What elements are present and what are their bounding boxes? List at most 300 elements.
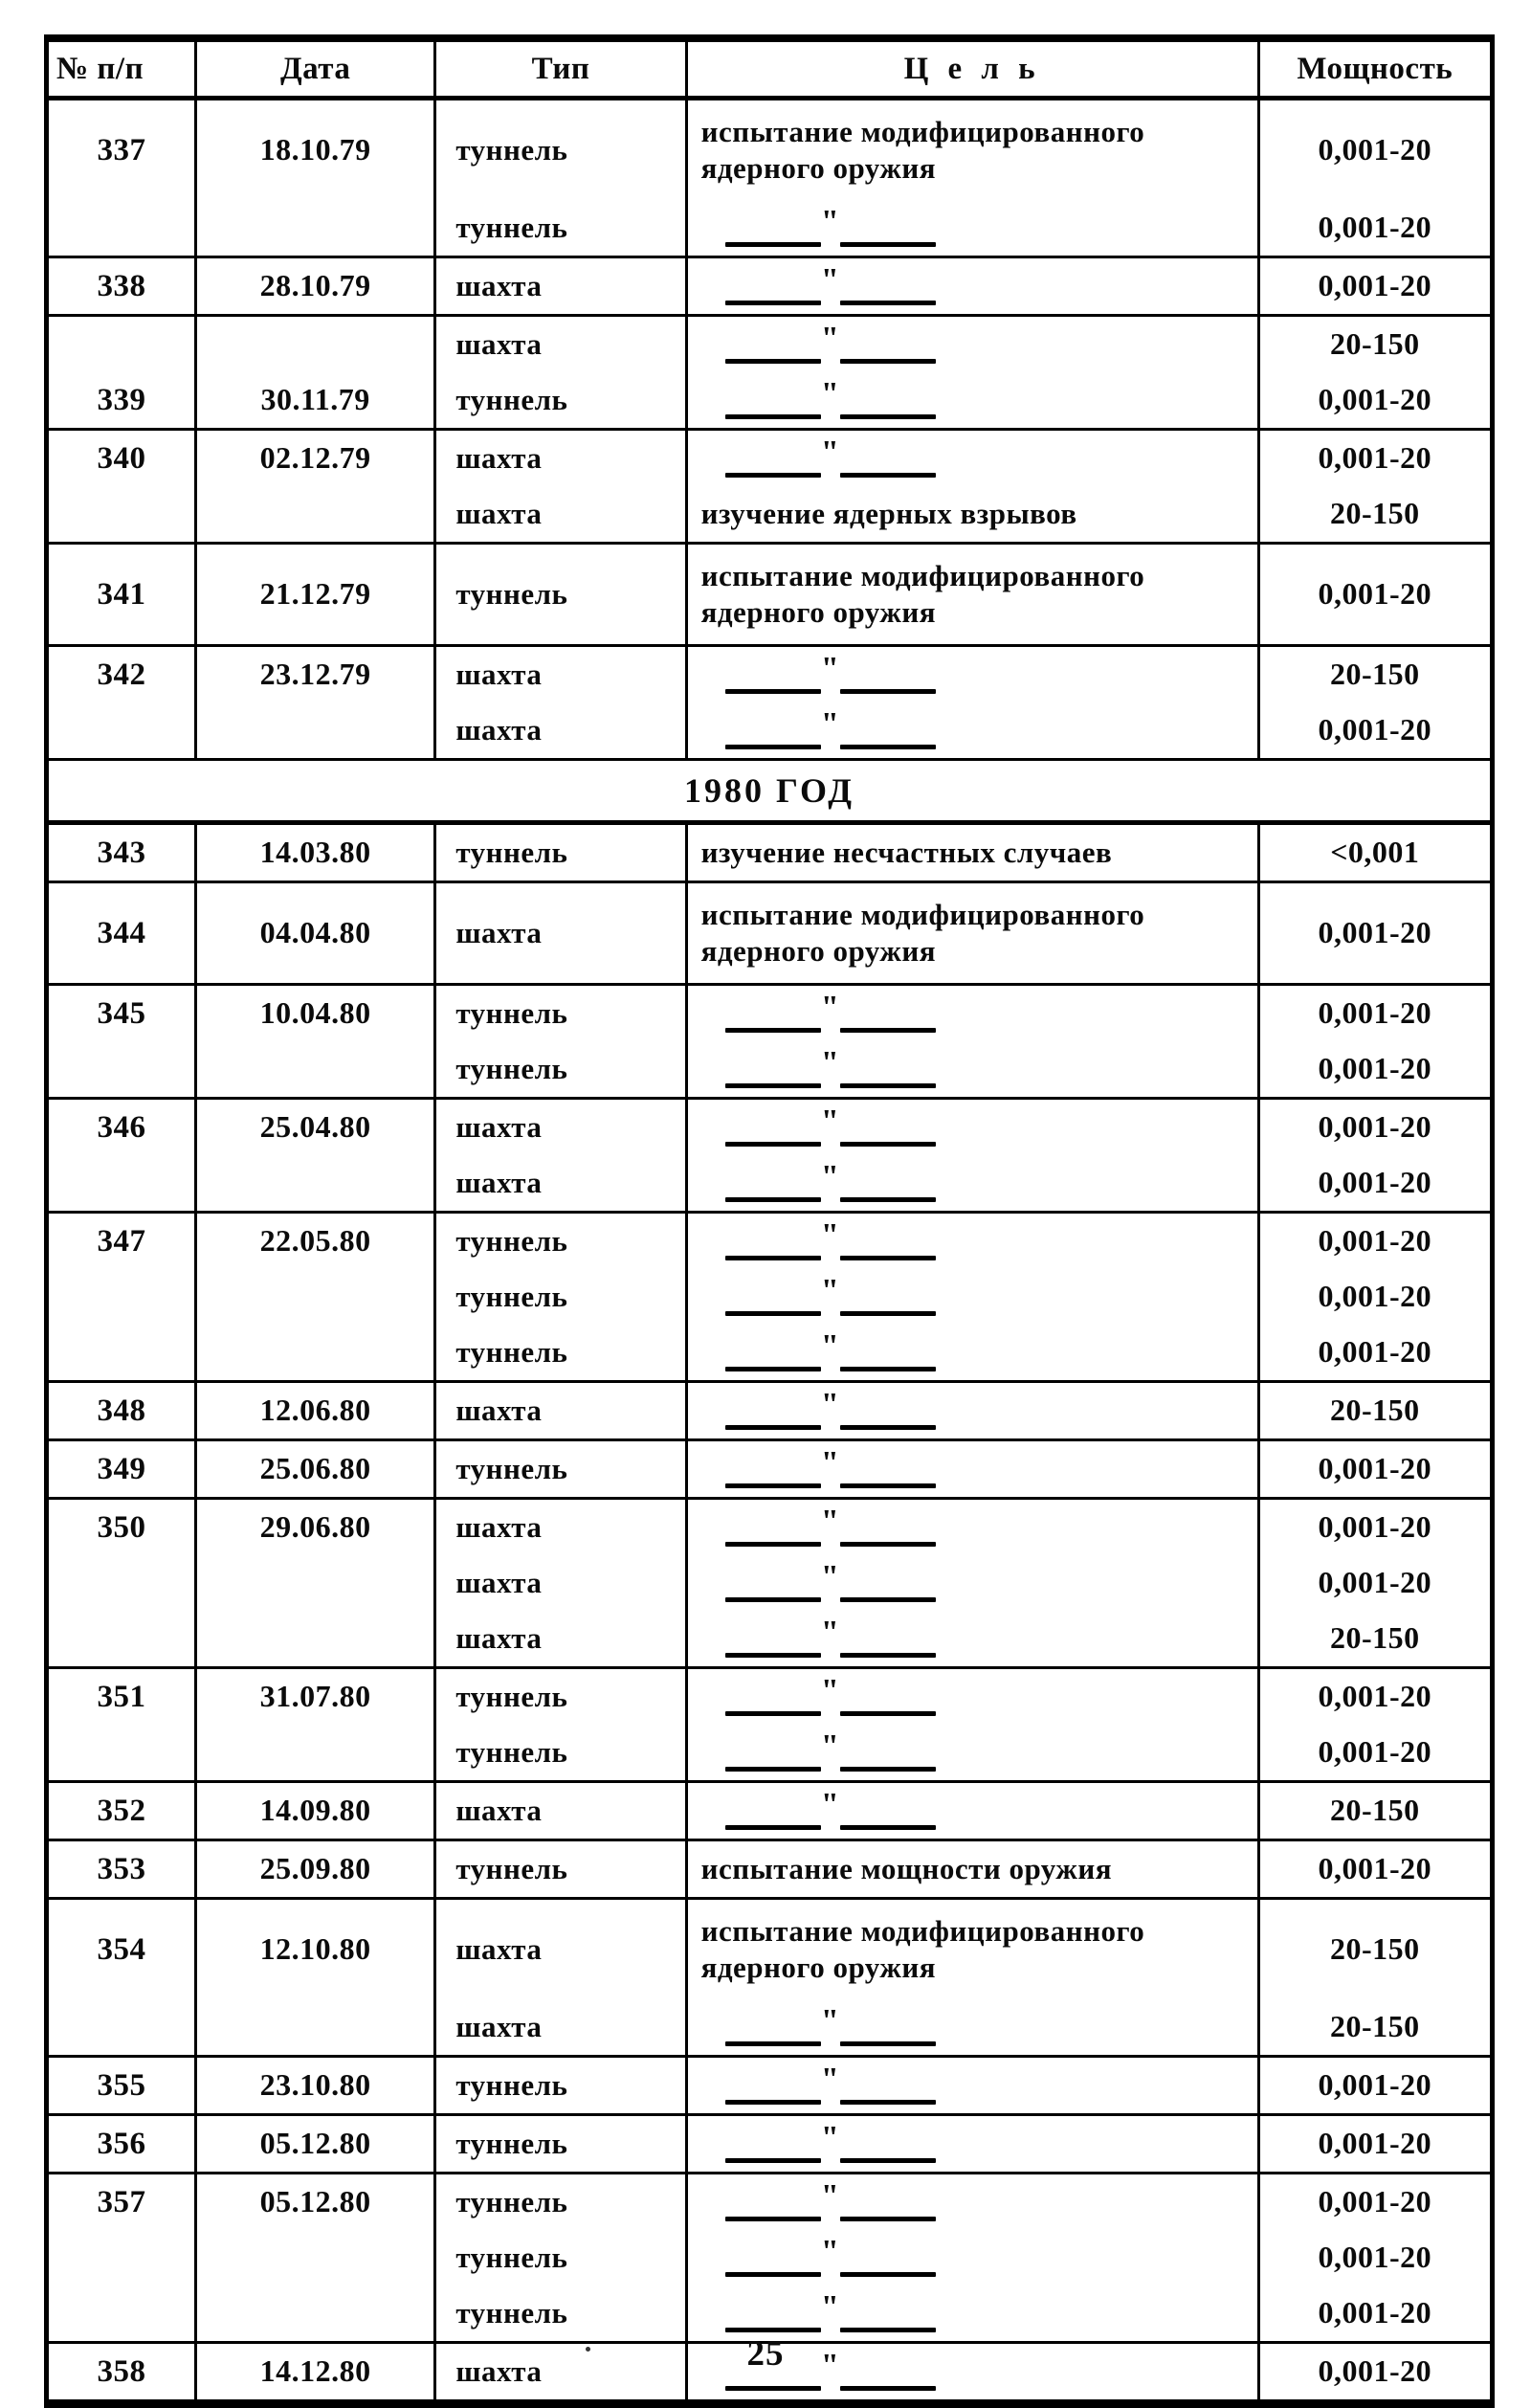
ditto-mark <box>721 375 941 419</box>
ditto-underline <box>721 2158 941 2163</box>
column-type <box>436 431 687 542</box>
ditto-quote-glyph: " <box>820 2288 840 2325</box>
cell-date <box>197 317 433 372</box>
cell-num: 340 <box>97 440 146 476</box>
ditto-mark <box>721 1158 941 1202</box>
column-date <box>197 258 436 314</box>
type-value: туннель <box>455 1680 568 1714</box>
cell-date: 05.12.80 <box>259 2126 371 2161</box>
cell-date: 18.10.79 <box>259 132 371 167</box>
cell-date: 14.03.80 <box>259 835 371 870</box>
column-type <box>436 258 687 314</box>
cell-num: 349 <box>97 1451 146 1486</box>
cell-yield <box>1260 1841 1490 1897</box>
cell-type <box>436 486 684 542</box>
type-value: шахта <box>455 1394 543 1428</box>
year-section-header <box>49 761 1490 825</box>
table-row-group <box>49 2116 1490 2174</box>
column-num <box>49 2116 197 2172</box>
yield-value: 0,001-20 <box>1318 712 1432 747</box>
type-value: туннель <box>455 1335 568 1370</box>
cell-yield <box>1260 317 1490 372</box>
cell-goal <box>688 1441 1257 1497</box>
type-value: туннель <box>455 2185 568 2219</box>
column-yield <box>1260 883 1490 983</box>
column-yield <box>1260 545 1490 644</box>
cell-goal <box>688 1725 1257 1780</box>
cell-goal <box>688 1269 1257 1325</box>
ditto-underline <box>721 1483 941 1488</box>
goal-text: изучение ядерных взрывов <box>700 497 1077 531</box>
yield-value: 20-150 <box>1329 1793 1420 1828</box>
ditto-underline <box>721 745 941 749</box>
ditto-quote-glyph: " <box>820 1786 840 1822</box>
column-date <box>197 1214 436 1380</box>
cell-yield <box>1260 1100 1490 1155</box>
yield-value: 0,001-20 <box>1318 2184 1432 2219</box>
type-value: туннель <box>455 996 568 1031</box>
ditto-underline <box>721 1083 941 1088</box>
cell-yield <box>1260 825 1490 881</box>
ditto-quote-glyph: " <box>820 1158 840 1194</box>
column-goal <box>688 1500 1260 1666</box>
type-value: туннель <box>455 383 568 417</box>
cell-yield <box>1260 2058 1490 2113</box>
cell-num: 358 <box>97 2353 146 2389</box>
column-goal <box>688 1900 1260 2055</box>
column-yield <box>1260 647 1490 758</box>
ditto-quote-glyph: " <box>820 2233 840 2269</box>
yield-value: 0,001-20 <box>1318 2067 1432 2103</box>
column-date <box>197 1900 436 2055</box>
column-type <box>436 2174 687 2341</box>
ditto-underline <box>721 2328 941 2332</box>
cell-date: 22.05.80 <box>259 1223 371 1259</box>
cell-date: 12.10.80 <box>259 1931 371 1967</box>
goal-text: изучение несчастных случаев <box>700 836 1113 870</box>
column-yield <box>1260 986 1490 1097</box>
column-yield <box>1260 1669 1490 1780</box>
cell-num: 344 <box>97 915 146 950</box>
column-type <box>436 1100 687 1211</box>
column-type <box>436 1214 687 1380</box>
column-num <box>49 2058 197 2113</box>
cell-type <box>436 1611 684 1666</box>
cell-num <box>49 486 194 542</box>
ditto-quote-glyph: " <box>820 1614 840 1650</box>
cell-yield <box>1260 1383 1490 1438</box>
cell-goal <box>688 986 1257 1041</box>
header-num: № п/п <box>49 42 197 96</box>
cell-yield <box>1260 431 1490 486</box>
yield-value: 0,001-20 <box>1318 1165 1432 1200</box>
cell-num <box>49 1325 194 1380</box>
cell-goal <box>688 486 1257 542</box>
column-num <box>49 1500 197 1666</box>
cell-date: 21.12.79 <box>259 576 371 612</box>
cell-date: 02.12.79 <box>259 440 371 476</box>
cell-yield <box>1260 2230 1490 2285</box>
cell-type <box>436 1383 684 1438</box>
header-yield: Мощность <box>1297 51 1453 86</box>
yield-value: 20-150 <box>1329 496 1420 531</box>
column-num <box>49 317 197 428</box>
cell-yield <box>1260 2116 1490 2172</box>
cell-goal <box>688 1555 1257 1611</box>
type-value: шахта <box>455 1566 543 1600</box>
cell-num: 338 <box>97 268 146 303</box>
ditto-quote-glyph: " <box>820 1103 840 1139</box>
type-value: туннель <box>455 2068 568 2103</box>
ditto-quote-glyph: " <box>820 1044 840 1081</box>
type-value: туннель <box>455 1052 568 1086</box>
cell-date: 30.11.79 <box>260 382 370 417</box>
cell-goal <box>688 1783 1257 1839</box>
cell-yield <box>1260 1725 1490 1780</box>
cell-goal <box>688 1841 1257 1897</box>
cell-yield <box>1260 545 1490 644</box>
cell-num <box>49 702 194 758</box>
column-date <box>197 883 436 983</box>
cell-goal <box>688 1325 1257 1380</box>
cell-goal <box>688 1155 1257 1211</box>
ditto-quote-glyph: " <box>820 261 840 298</box>
ditto-quote-glyph: " <box>820 1672 840 1708</box>
yield-value: 20-150 <box>1329 2009 1420 2044</box>
ditto-underline <box>721 1711 941 1716</box>
cell-goal <box>688 1041 1257 1097</box>
ditto-underline <box>721 414 941 419</box>
ditto-underline <box>721 2386 941 2391</box>
cell-date <box>197 1325 433 1380</box>
cell-yield <box>1260 702 1490 758</box>
ditto-quote-glyph: " <box>820 1444 840 1481</box>
table-row-group <box>49 2058 1490 2116</box>
cell-goal <box>688 702 1257 758</box>
ditto-underline <box>721 1825 941 1830</box>
cell-goal <box>688 100 1257 200</box>
column-goal <box>688 883 1260 983</box>
column-type <box>436 2058 687 2113</box>
ditto-mark <box>721 2119 941 2163</box>
cell-num: 346 <box>97 1109 146 1145</box>
yield-value: 0,001-20 <box>1318 132 1432 167</box>
cell-yield <box>1260 1041 1490 1097</box>
ditto-quote-glyph: " <box>820 1503 840 1539</box>
type-value: шахта <box>455 1166 543 1200</box>
year-label: 1980 ГОД <box>684 771 854 810</box>
cell-type <box>436 2230 684 2285</box>
cell-type <box>436 1725 684 1780</box>
cell-goal <box>688 2116 1257 2172</box>
column-type <box>436 825 687 881</box>
column-type <box>436 986 687 1097</box>
cell-date <box>197 1155 433 1211</box>
column-num <box>49 1900 197 2055</box>
cell-date <box>197 1611 433 1666</box>
cell-date: 14.12.80 <box>259 2353 371 2389</box>
cell-type <box>436 1441 684 1497</box>
yield-value: 0,001-20 <box>1318 576 1432 612</box>
cell-type <box>436 2116 684 2172</box>
column-type <box>436 647 687 758</box>
column-type <box>436 545 687 644</box>
cell-yield <box>1260 1900 1490 1999</box>
type-value: шахта <box>455 2354 543 2389</box>
yield-value: 20-150 <box>1329 1393 1420 1428</box>
column-goal <box>688 1669 1260 1780</box>
ditto-mark <box>721 705 941 749</box>
yield-value: 0,001-20 <box>1318 1109 1432 1145</box>
yield-value: 20-150 <box>1329 1620 1420 1656</box>
cell-num: 350 <box>97 1509 146 1545</box>
column-type <box>436 1669 687 1780</box>
ditto-underline <box>721 1142 941 1147</box>
yield-value: 0,001-20 <box>1318 1679 1432 1714</box>
table-row-group <box>49 1383 1490 1441</box>
ditto-mark <box>721 434 941 478</box>
cell-num <box>49 1611 194 1666</box>
column-num <box>49 1214 197 1380</box>
ditto-mark <box>721 320 941 364</box>
cell-type <box>436 702 684 758</box>
type-value: шахта <box>455 916 543 950</box>
cell-type <box>436 258 684 314</box>
column-yield <box>1260 1214 1490 1380</box>
cell-yield <box>1260 1325 1490 1380</box>
column-yield <box>1260 1383 1490 1438</box>
table-row-group <box>49 986 1490 1100</box>
column-goal <box>688 825 1260 881</box>
cell-date: 14.09.80 <box>259 1793 371 1828</box>
table-row-group <box>49 2174 1490 2344</box>
type-value: шахта <box>455 2010 543 2044</box>
cell-goal <box>688 825 1257 881</box>
column-date <box>197 1783 436 1839</box>
cell-yield <box>1260 200 1490 256</box>
cell-date: 31.07.80 <box>259 1679 371 1714</box>
ditto-quote-glyph: " <box>820 2119 840 2155</box>
column-yield <box>1260 2058 1490 2113</box>
type-value: туннель <box>455 1452 568 1486</box>
ditto-underline <box>721 2217 941 2221</box>
cell-yield <box>1260 100 1490 200</box>
column-yield <box>1260 1900 1490 2055</box>
ditto-underline <box>721 1367 941 1371</box>
cell-num <box>49 1269 194 1325</box>
type-value: шахта <box>455 1110 543 1145</box>
column-date <box>197 100 436 256</box>
cell-date <box>197 2230 433 2285</box>
cell-type <box>436 1269 684 1325</box>
type-value: шахта <box>455 327 543 362</box>
type-value: шахта <box>455 269 543 303</box>
ditto-mark <box>721 2177 941 2221</box>
cell-goal <box>688 258 1257 314</box>
table-row-group <box>49 1841 1490 1900</box>
cell-date: 04.04.80 <box>259 915 371 950</box>
cell-goal <box>688 1383 1257 1438</box>
ditto-underline <box>721 2100 941 2105</box>
cell-date: 25.09.80 <box>259 1851 371 1886</box>
cell-goal <box>688 1999 1257 2055</box>
table-row-group <box>49 883 1490 986</box>
table-row-group <box>49 100 1490 258</box>
cell-num: 357 <box>97 2184 146 2219</box>
cell-yield <box>1260 2174 1490 2230</box>
cell-type <box>436 200 684 256</box>
type-value: туннель <box>455 133 568 167</box>
yield-value: <0,001 <box>1330 835 1420 870</box>
type-value: шахта <box>455 713 543 747</box>
column-yield <box>1260 2116 1490 2172</box>
cell-type <box>436 825 684 881</box>
cell-date <box>197 1269 433 1325</box>
cell-date <box>197 200 433 256</box>
yield-value: 0,001-20 <box>1318 1051 1432 1086</box>
type-value: шахта <box>455 1510 543 1545</box>
cell-goal <box>688 2174 1257 2230</box>
cell-type <box>436 1783 684 1839</box>
ditto-quote-glyph: " <box>820 320 840 356</box>
cell-goal <box>688 1669 1257 1725</box>
yield-value: 0,001-20 <box>1318 2126 1432 2161</box>
goal-text: испытание мощности оружия <box>700 1852 1112 1886</box>
column-date <box>197 825 436 881</box>
goal-text: испытание модифицированного ядерного оружия <box>700 1914 1145 1984</box>
ditto-mark <box>721 2061 941 2105</box>
cell-num: 354 <box>97 1931 146 1967</box>
ditto-mark <box>721 650 941 694</box>
ditto-underline <box>721 1653 941 1658</box>
ditto-mark <box>721 2233 941 2277</box>
cell-yield <box>1260 1669 1490 1725</box>
cell-yield <box>1260 986 1490 1041</box>
ditto-underline <box>721 1597 941 1602</box>
column-type <box>436 1383 687 1438</box>
cell-type <box>436 1325 684 1380</box>
type-value: туннель <box>455 211 568 245</box>
table-row-group <box>49 545 1490 647</box>
table-row-group <box>49 1214 1490 1383</box>
ditto-mark <box>721 1503 941 1547</box>
ditto-quote-glyph: " <box>820 2177 840 2214</box>
column-date <box>197 2116 436 2172</box>
type-value: туннель <box>455 1224 568 1259</box>
table-row-group <box>49 1783 1490 1841</box>
column-num <box>49 986 197 1097</box>
goal-text: испытание модифицированного ядерного оружия <box>700 898 1145 968</box>
nuclear-tests-table <box>44 34 1495 2408</box>
column-num <box>49 1441 197 1497</box>
column-date <box>197 545 436 644</box>
cell-num: 347 <box>97 1223 146 1259</box>
table-row-group <box>49 647 1490 761</box>
column-date <box>197 986 436 1097</box>
ditto-mark <box>721 1614 941 1658</box>
column-yield <box>1260 317 1490 428</box>
ditto-quote-glyph: " <box>820 1216 840 1253</box>
table-row-group <box>49 431 1490 545</box>
column-goal <box>688 647 1260 758</box>
ditto-mark <box>721 989 941 1033</box>
ditto-quote-glyph: " <box>820 434 840 470</box>
ditto-quote-glyph: " <box>820 1386 840 1422</box>
type-value: шахта <box>455 658 543 692</box>
column-num <box>49 258 197 314</box>
type-value: туннель <box>455 2241 568 2275</box>
ditto-quote-glyph: " <box>820 375 840 412</box>
column-date <box>197 1669 436 1780</box>
yield-value: 0,001-20 <box>1318 1451 1432 1486</box>
column-goal <box>688 2058 1260 2113</box>
column-num <box>49 545 197 644</box>
cell-goal <box>688 1900 1257 1999</box>
cell-yield <box>1260 1783 1490 1839</box>
column-num <box>49 1383 197 1438</box>
cell-num: 342 <box>97 657 146 692</box>
cell-goal <box>688 372 1257 428</box>
cell-type <box>436 1100 684 1155</box>
type-value: туннель <box>455 577 568 612</box>
ditto-mark <box>721 1728 941 1772</box>
cell-type <box>436 372 684 428</box>
cell-num: 352 <box>97 1793 146 1828</box>
cell-date: 23.12.79 <box>259 657 371 692</box>
column-type <box>436 1783 687 1839</box>
column-goal <box>688 100 1260 256</box>
table-row-group <box>49 1669 1490 1783</box>
ditto-quote-glyph: " <box>820 1728 840 1764</box>
ditto-mark <box>721 2288 941 2332</box>
cell-date: 28.10.79 <box>259 268 371 303</box>
column-yield <box>1260 1783 1490 1839</box>
yield-value: 0,001-20 <box>1318 2295 1432 2330</box>
cell-goal <box>688 1214 1257 1269</box>
cell-yield <box>1260 372 1490 428</box>
table-row-group <box>49 1441 1490 1500</box>
cell-yield <box>1260 883 1490 983</box>
column-date <box>197 317 436 428</box>
ditto-mark <box>721 1103 941 1147</box>
cell-num <box>49 200 194 256</box>
yield-value: 0,001-20 <box>1318 1223 1432 1259</box>
column-goal <box>688 2116 1260 2172</box>
yield-value: 20-150 <box>1329 326 1420 362</box>
column-date <box>197 1100 436 1211</box>
ditto-underline <box>721 1256 941 1260</box>
column-date <box>197 1841 436 1897</box>
cell-date: 25.04.80 <box>259 1109 371 1145</box>
ditto-underline <box>721 1425 941 1430</box>
yield-value: 0,001-20 <box>1318 268 1432 303</box>
cell-goal <box>688 1500 1257 1555</box>
ditto-underline <box>721 1311 941 1316</box>
column-type <box>436 883 687 983</box>
ditto-underline <box>721 1542 941 1547</box>
ditto-quote-glyph: " <box>820 203 840 239</box>
yield-value: 0,001-20 <box>1318 915 1432 950</box>
type-value: шахта <box>455 441 543 476</box>
column-goal <box>688 1100 1260 1211</box>
yield-value: 20-150 <box>1329 1931 1420 1967</box>
column-yield <box>1260 1441 1490 1497</box>
table-row-group <box>49 1500 1490 1669</box>
table-row-group <box>49 825 1490 883</box>
column-yield <box>1260 100 1490 256</box>
ditto-mark <box>721 1786 941 1830</box>
type-value: туннель <box>455 836 568 870</box>
